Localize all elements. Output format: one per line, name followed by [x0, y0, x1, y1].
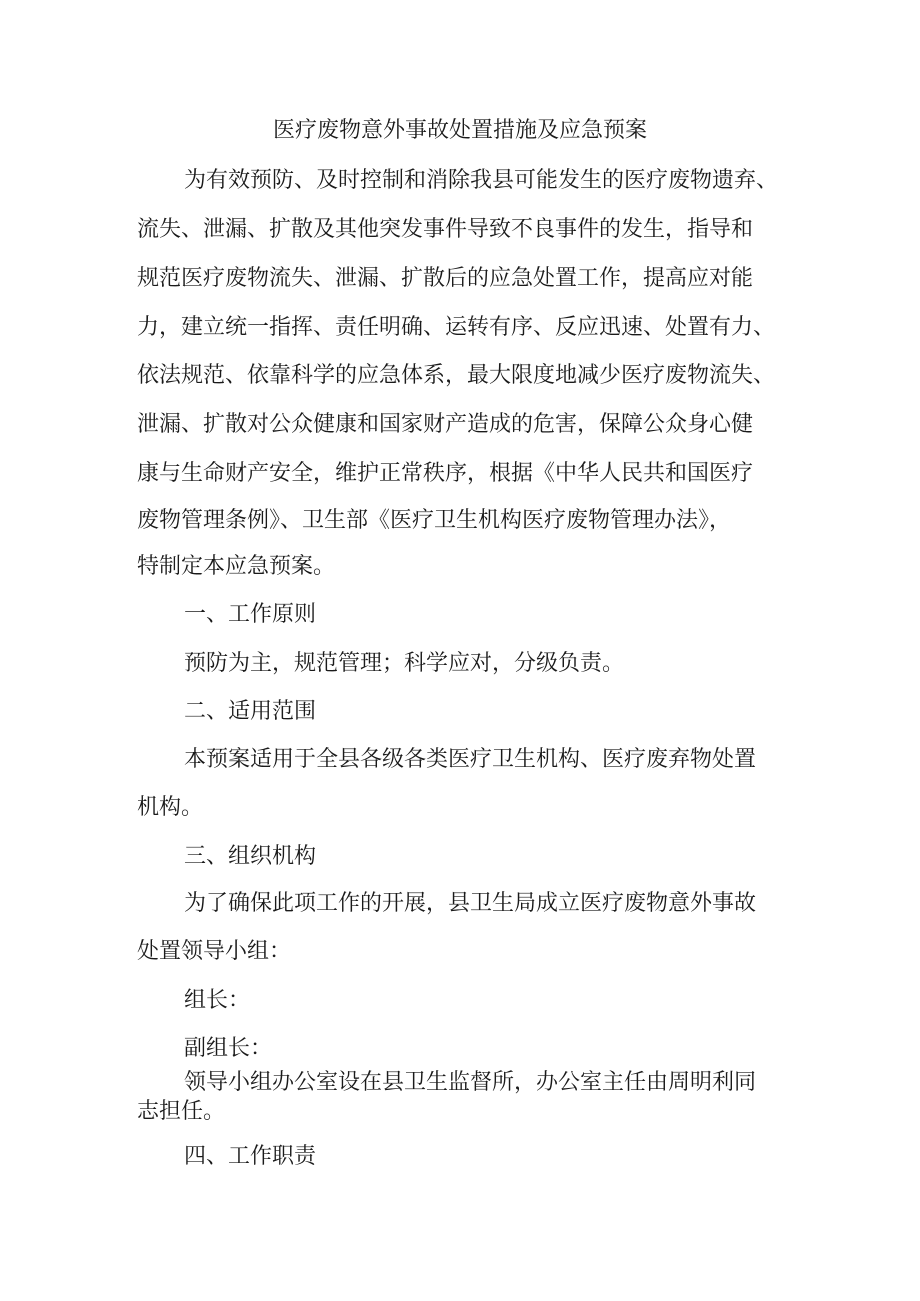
intro-line-3: 规范医疗废物流失、泄漏、扩散后的应急处置工作，提高应对能 [137, 266, 754, 291]
section-heading-organization: 三、组织机构 [184, 844, 317, 869]
section-heading-principles: 一、工作原则 [184, 602, 317, 627]
intro-line-9: 特制定本应急预案。 [137, 554, 336, 579]
organization-line-1: 为了确保此项工作的开展，县卫生局成立医疗废物意外事故 [184, 891, 757, 916]
office-line-2: 志担任。 [137, 1099, 226, 1124]
scope-line-1: 本预案适用于全县各级各类医疗卫生机构、医疗废弃物处置 [184, 747, 757, 772]
leader-label: 组长： [184, 988, 251, 1013]
section-heading-duties: 四、工作职责 [184, 1144, 317, 1169]
office-line-1: 领导小组办公室设在县卫生监督所，办公室主任由周明利同 [184, 1070, 757, 1095]
intro-line-2: 流失、泄漏、扩散及其他突发事件导致不良事件的发生，指导和 [137, 217, 754, 242]
scope-line-2: 机构。 [137, 795, 204, 820]
organization-line-2: 处置领导小组： [137, 939, 292, 964]
intro-line-4: 力，建立统一指挥、责任明确、运转有序、反应迅速、处置有力、 [137, 315, 776, 340]
intro-line-1: 为有效预防、及时控制和消除我县可能发生的医疗废物遗弃、 [184, 168, 779, 193]
principles-text: 预防为主，规范管理；科学应对，分级负责。 [184, 651, 625, 676]
intro-line-5: 依法规范、依靠科学的应急体系，最大限度地减少医疗废物流失、 [137, 363, 776, 388]
section-heading-scope: 二、适用范围 [184, 699, 317, 724]
intro-line-6: 泄漏、扩散对公众健康和国家财产造成的危害，保障公众身心健 [137, 412, 754, 437]
deputy-leader-label: 副组长： [184, 1036, 273, 1061]
intro-line-8: 废物管理条例》、卫生部《医疗卫生机构医疗废物管理办法》， [137, 508, 732, 533]
document-title: 医疗废物意外事故处置措施及应急预案 [272, 118, 647, 143]
intro-line-7: 康与生命财产安全，维护正常秩序，根据《中华人民共和国医疗 [137, 461, 754, 486]
